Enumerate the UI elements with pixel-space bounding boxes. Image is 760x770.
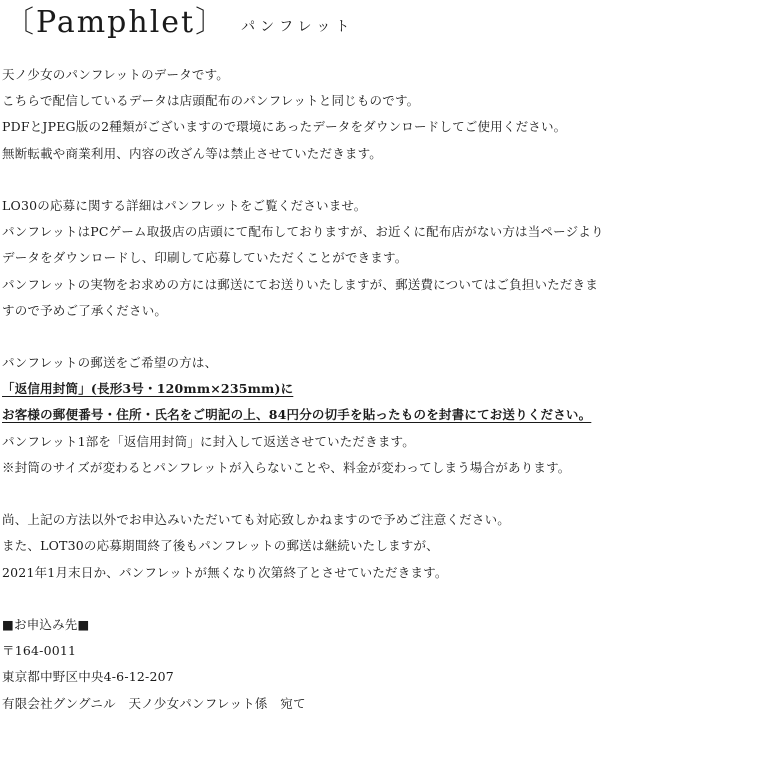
text-line: すので予めご了承ください。 bbox=[2, 302, 168, 318]
text-line: パンフレットの郵送をご希望の方は、 bbox=[2, 355, 218, 371]
page-title: 〔Pamphlet〕 bbox=[4, 5, 228, 40]
text-line: パンフレットの実物をお求めの方には郵送にてお送りいたしますが、郵送費についてはご負担いただきま bbox=[2, 276, 599, 292]
paragraph-gap bbox=[2, 167, 758, 193]
text-line: パンフレットはPCゲーム取扱店の店頭にて配布しておりますが、お近くに配布店がない方は当ページより bbox=[2, 224, 604, 240]
emphasis-line-instructions: お客様の郵便番号・住所・氏名をご明記の上、84円分の切手を貼ったものを封書にてお送りください。 bbox=[2, 407, 592, 423]
address-postal-code: 〒164-0011 bbox=[2, 643, 77, 659]
address-street: 東京都中野区中央4-6-12-207 bbox=[2, 669, 174, 685]
text-line: こちらで配信しているデータは店頭配布のパンフレットと同じものです。 bbox=[2, 93, 420, 109]
body-text bbox=[2, 62, 758, 717]
text-line: PDFとJPEG版の2種類がございますので環境にあったデータをダウンロードしてご使用ください。 bbox=[2, 119, 567, 135]
address-recipient: 有限会社グングニル 天ノ少女パンフレット係 宛て bbox=[2, 695, 306, 711]
text-line: 尚、上記の方法以外でお申込みいただいても対応致しかねますので予めご注意ください。 bbox=[2, 512, 511, 528]
text-line: ※封筒のサイズが変わるとパンフレットが入らないことや、料金が変わってしまう場合があります。 bbox=[2, 459, 571, 475]
text-line: また、LOT30の応募期間終了後もパンフレットの郵送は継続いたしますが、 bbox=[2, 538, 439, 554]
paragraph-gap bbox=[2, 586, 758, 612]
text-line: 無断転載や商業利用、内容の改ざん等は禁止させていただきます。 bbox=[2, 145, 383, 161]
text-line: 天ノ少女のパンフレットのデータです。 bbox=[2, 67, 229, 82]
paragraph-gap bbox=[2, 324, 758, 350]
text-line: データをダウンロードし、印刷して応募していただくことができます。 bbox=[2, 250, 408, 266]
text-line: パンフレット1部を「返信用封筒」に封入して返送させていただきます。 bbox=[2, 433, 415, 449]
emphasis-line-envelope: 「返信用封筒」(長形3号・120mm×235mm)に bbox=[2, 381, 294, 397]
address-heading: ■お申込み先■ bbox=[2, 616, 90, 632]
paragraph-gap bbox=[2, 481, 758, 507]
text-line: 2021年1月末日か、パンフレットが無くなり次第終了とさせていただきます。 bbox=[2, 564, 448, 580]
header bbox=[4, 4, 354, 42]
page-subtitle: パンフレット bbox=[241, 19, 355, 35]
text-line: LO30の応募に関する詳細はパンフレットをご覧くださいませ。 bbox=[2, 197, 367, 213]
